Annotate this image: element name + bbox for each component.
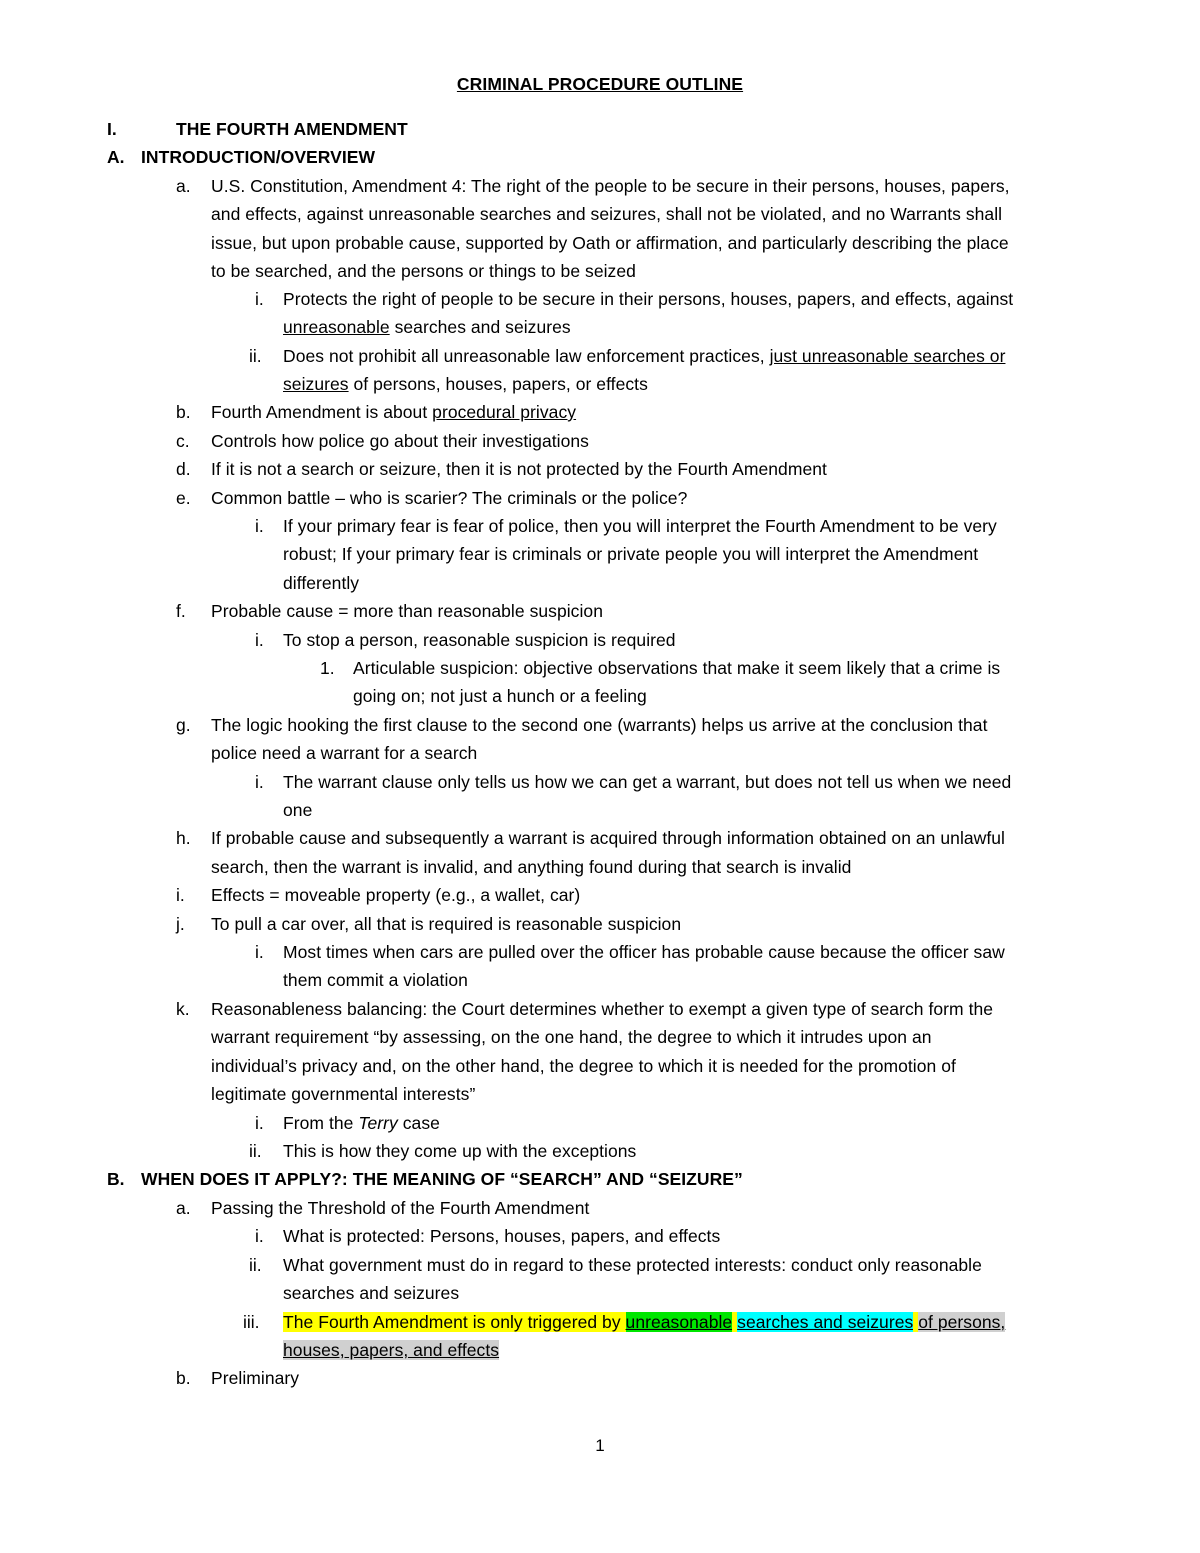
- list-item-text: Articulable suspicion: objective observations that make it seem likely that a crime is: [353, 658, 1001, 678]
- list-item-text: Probable cause = more than reasonable suspicion: [211, 601, 603, 621]
- list-marker: e.: [176, 488, 191, 508]
- text-run: case: [397, 1113, 440, 1133]
- list-item-text: The warrant clause only tells us how we can get a warrant, but does not tell us when we need: [283, 772, 1012, 792]
- list-marker: i.: [255, 1226, 264, 1246]
- list-item-text: Preliminary: [211, 1368, 300, 1388]
- list-marker: f.: [176, 601, 186, 621]
- list-item-text: individual’s privacy and, on the other hand, the degree to which it is needed for the promotion of: [211, 1056, 956, 1076]
- list-item-text: police need a warrant for a search: [211, 743, 478, 763]
- list-marker: 1.: [320, 658, 335, 678]
- section-marker: I.: [107, 119, 117, 139]
- list-item-text: them commit a violation: [283, 970, 468, 990]
- underlined-text: unreasonable: [283, 317, 390, 337]
- list-item-text: What government must do in regard to these protected interests: conduct only reasonable: [283, 1255, 982, 1275]
- list-item-text: If probable cause and subsequently a warrant is acquired through information obtained on an unlawful: [211, 828, 1005, 848]
- list-item-text: To stop a person, reasonable suspicion is required: [283, 630, 676, 650]
- list-item-text: to be searched, and the persons or things to be seized: [211, 261, 636, 281]
- list-item-text: Most times when cars are pulled over the officer has probable cause because the officer saw: [283, 942, 1005, 962]
- list-item-text: search, then the warrant is invalid, and anything found during that search is invalid: [211, 857, 852, 877]
- list-item-text: robust; If your primary fear is criminals or private people you will interpret the Amendment: [283, 544, 979, 564]
- list-marker: i.: [255, 942, 264, 962]
- list-marker: a.: [176, 1198, 191, 1218]
- list-item-text: and effects, against unreasonable searches and seizures, shall not be violated, and no Warrants shall: [211, 204, 1003, 224]
- list-marker: g.: [176, 715, 191, 735]
- text-run: Does not prohibit all unreasonable law enforcement practices,: [283, 346, 770, 366]
- list-item-text: [283, 313, 571, 341]
- list-marker: ii.: [249, 1141, 262, 1161]
- list-marker: ii.: [249, 1255, 262, 1275]
- underlined-text: seizures: [283, 374, 349, 394]
- text-run: searches and seizures: [389, 317, 571, 337]
- green-highlight: unreasonable: [625, 1312, 733, 1332]
- list-item-text: searches and seizures: [283, 1283, 460, 1303]
- list-item-text: [283, 370, 648, 398]
- list-marker: i.: [255, 516, 264, 536]
- list-item-text: To pull a car over, all that is required is reasonable suspicion: [211, 914, 682, 934]
- gray-highlight: of persons,: [918, 1312, 1006, 1332]
- highlighted-text-line: [283, 1336, 499, 1364]
- list-item-text: If it is not a search or seizure, then it is not protected by the Fourth Amendment: [211, 459, 827, 479]
- list-marker: b.: [176, 1368, 191, 1388]
- list-item-text: one: [283, 800, 313, 820]
- text-run: From the: [283, 1113, 359, 1133]
- list-item-text: What is protected: Persons, houses, papers, and effects: [283, 1226, 721, 1246]
- list-item-text: Effects = moveable property (e.g., a wallet, car): [211, 885, 581, 905]
- section-heading: INTRODUCTION/OVERVIEW: [141, 147, 376, 167]
- section-marker: A.: [107, 147, 125, 167]
- list-marker: ii.: [249, 346, 262, 366]
- text-run: Fourth Amendment is about: [211, 402, 433, 422]
- list-item-text: Common battle – who is scarier? The criminals or the police?: [211, 488, 688, 508]
- list-marker: c.: [176, 431, 190, 451]
- italic-case-name: Terry: [358, 1113, 398, 1133]
- underlined-text: just unreasonable searches or: [769, 346, 1006, 366]
- list-marker: d.: [176, 459, 191, 479]
- list-item-text: Protects the right of people to be secure in their persons, houses, papers, and effects, against: [283, 289, 1014, 309]
- list-item-text: differently: [283, 573, 360, 593]
- list-item-text: Passing the Threshold of the Fourth Amendment: [211, 1198, 590, 1218]
- list-item-text: going on; not just a hunch or a feeling: [353, 686, 647, 706]
- section-heading: WHEN DOES IT APPLY?: THE MEANING OF “SEARCH” AND “SEIZURE”: [141, 1169, 743, 1189]
- list-item-text: [211, 398, 576, 426]
- list-marker: i.: [176, 885, 185, 905]
- list-marker: i.: [255, 630, 264, 650]
- list-marker: i.: [255, 772, 264, 792]
- cyan-highlight: searches and seizures: [737, 1312, 914, 1332]
- section-heading: THE FOURTH AMENDMENT: [176, 119, 408, 139]
- list-marker: k.: [176, 999, 190, 1019]
- list-item-text: issue, but upon probable cause, supported by Oath or affirmation, and particularly describing the place: [211, 233, 1009, 253]
- list-item-text: Reasonableness balancing: the Court determines whether to exempt a given type of search form the: [211, 999, 994, 1019]
- gray-highlight: houses, papers, and effects: [283, 1340, 500, 1360]
- document-title: CRIMINAL PROCEDURE OUTLINE: [456, 74, 744, 94]
- highlighted-text-line: [283, 1308, 1005, 1336]
- list-item-text: warrant requirement “by assessing, on the one hand, the degree to which it intrudes upon an: [211, 1027, 932, 1047]
- list-marker: i.: [255, 1113, 264, 1133]
- list-marker: a.: [176, 176, 191, 196]
- list-item-text: If your primary fear is fear of police, then you will interpret the Fourth Amendment to be very: [283, 516, 997, 536]
- list-item-text: This is how they come up with the exceptions: [283, 1141, 637, 1161]
- list-item-text: U.S. Constitution, Amendment 4: The right of the people to be secure in their persons, houses, papers,: [211, 176, 1010, 196]
- list-item-text: [283, 342, 1005, 370]
- list-item-text: [283, 1109, 440, 1137]
- list-item-text: Controls how police go about their investigations: [211, 431, 589, 451]
- list-marker: iii.: [243, 1312, 260, 1332]
- list-marker: i.: [255, 289, 264, 309]
- list-marker: h.: [176, 828, 191, 848]
- yellow-highlight: The Fourth Amendment is only triggered by: [283, 1312, 626, 1332]
- page-number: 1: [595, 1436, 605, 1455]
- list-marker: b.: [176, 402, 191, 422]
- section-marker: B.: [107, 1169, 125, 1189]
- underlined-text: procedural privacy: [432, 402, 577, 422]
- list-item-text: The logic hooking the first clause to the second one (warrants) helps us arrive at the conclusion that: [211, 715, 988, 735]
- list-item-text: legitimate governmental interests”: [211, 1084, 476, 1104]
- text-run: of persons, houses, papers, or effects: [348, 374, 648, 394]
- list-marker: j.: [176, 914, 185, 934]
